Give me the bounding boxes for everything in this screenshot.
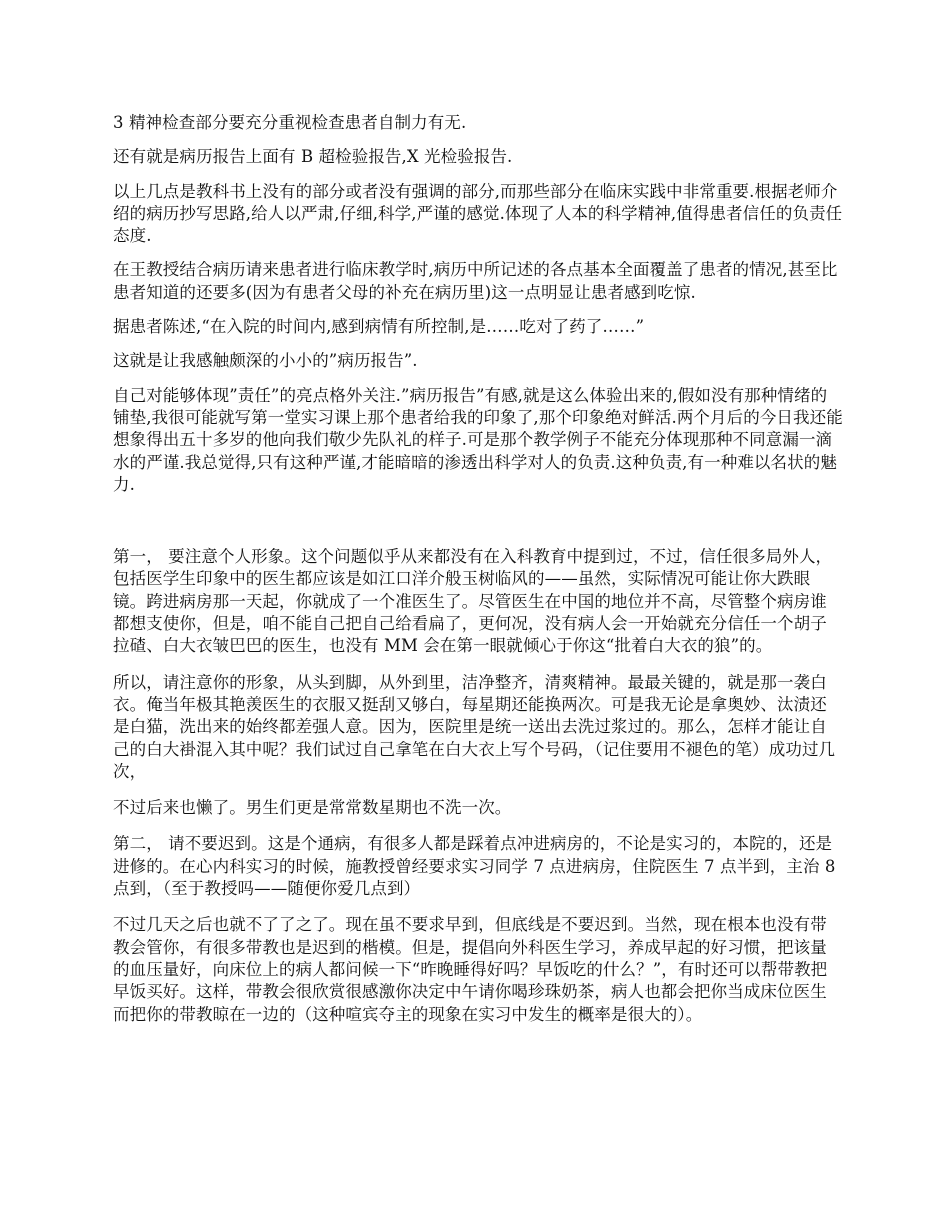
- paragraph-patient-statement: 据患者陈述,“在入院的时间内,感到病情有所控制,是……吃对了药了……”: [113, 317, 645, 337]
- paragraph-medical-report: 这就是让我感触颇深的小小的”病历报告”.: [113, 351, 418, 371]
- paragraph-responsibility: 自己对能够体现”责任”的亮点格外关注.”病历报告”有感,就是这么体验出来的,假如没有那种情绪的铺垫,我很可能就写第一堂实习课上那个患者给我的印象了,那个印象绝对鲜活.两个月后的今日我还能想象得出五十多岁的他向我们敬少先队礼的样子.可是那个教学例子不能充分体现那种不同意漏一滴水的严谨.我总觉得,只有这种严谨,才能暗暗的渗透出科学对人的负责.这种负责,有一种难以名状的魅力.: [113, 385, 843, 494]
- paragraph-clinical-teaching: 在王教授结合病历请来患者进行临床教学时,病历中所记述的各点基本全面覆盖了患者的情况,甚至比患者知道的还要多(因为有患者父母的补充在病历里)这一点明显让患者感到吃惊.: [113, 260, 838, 302]
- paragraph-white-coat: 所以，请注意你的形象，从头到脚，从外到里，洁净整齐，清爽精神。最最关键的，就是那一袭白衣。俺当年极其艳羡医生的衣服又挺刮又够白，每星期还能换两次。可是我无论是拿奥妙、汰渍还是白猫，洗出来的始终都差强人意。因为，医院里是统一送出去洗过浆过的。那么，怎样才能让自己的白大褂混入其中呢？我们试过自己拿笔在白大衣上写个号码，（记住要用不褪色的笔）成功过几次，: [113, 672, 836, 781]
- document-page: [113, 112, 843, 1026]
- paragraph-lazy: 不过后来也懒了。男生们更是常常数星期也不洗一次。: [113, 798, 512, 818]
- paragraph-textbook-points: 以上几点是教科书上没有的部分或者没有强调的部分,而那些部分在临床实践中非常重要.根据老师介绍的病历抄写思路,给人以严肃,仔细,科学,严谨的感觉.体现了人本的科学精神,值得患者信任的负责任态度.: [113, 181, 843, 246]
- paragraph-not-late: 第二， 请不要迟到。这是个通病，有很多人都是踩着点冲进病房的，不论是实习的，本院的，还是进修的。在心内科实习的时候，施教授曾经要求实习同学 7 点进病房，住院医生 7 点半到，主治 8 点到，（至于教授吗——随便你爱几点到）: [113, 834, 836, 899]
- paragraph-mental-exam: 3 精神检查部分要充分重视检查患者自制力有无.: [113, 113, 467, 132]
- paragraph-personal-image: 第一， 要注意个人形象。这个问题似乎从来都没有在入科教育中提到过，不过，信任很多局外人，包括医学生印象中的医生都应该是如江口洋介般玉树临风的——虽然，实际情况可能让你大跌眼镜。跨进病房那一天起，你就成了一个准医生了。尽管医生在中国的地位并不高，尽管整个病房谁都想支使你，但是，咱不能自己把自己给看扁了，更何况，没有病人会一开始就充分信任一个胡子拉碴、白大衣皱巴巴的医生，也没有 MM 会在第一眼就倾心于你这“批着白大衣的狼”的。: [113, 547, 833, 656]
- paragraph-reports: 还有就是病历报告上面有 B 超检验报告,X 光检验报告.: [113, 147, 513, 167]
- paragraph-early-rising: 不过几天之后也就不了了之了。现在虽不要求早到，但底线是不要迟到。当然，现在根本也没有带教会管你，有很多带教也是迟到的楷模。但是，提倡向外科医生学习，养成早起的好习惯，把该量的血压量好，向床位上的病人都问候一下“昨晚睡得好吗？早饭吃的什么？”，有时还可以帮带教把早饭买好。这样，带教会很欣赏很感激你决定中午请你喝珍珠奶茶，病人也都会把你当成床位医生而把你的带教晾在一边的（这种喧宾夺主的现象在实习中发生的概率是很大的）。: [113, 915, 828, 1024]
